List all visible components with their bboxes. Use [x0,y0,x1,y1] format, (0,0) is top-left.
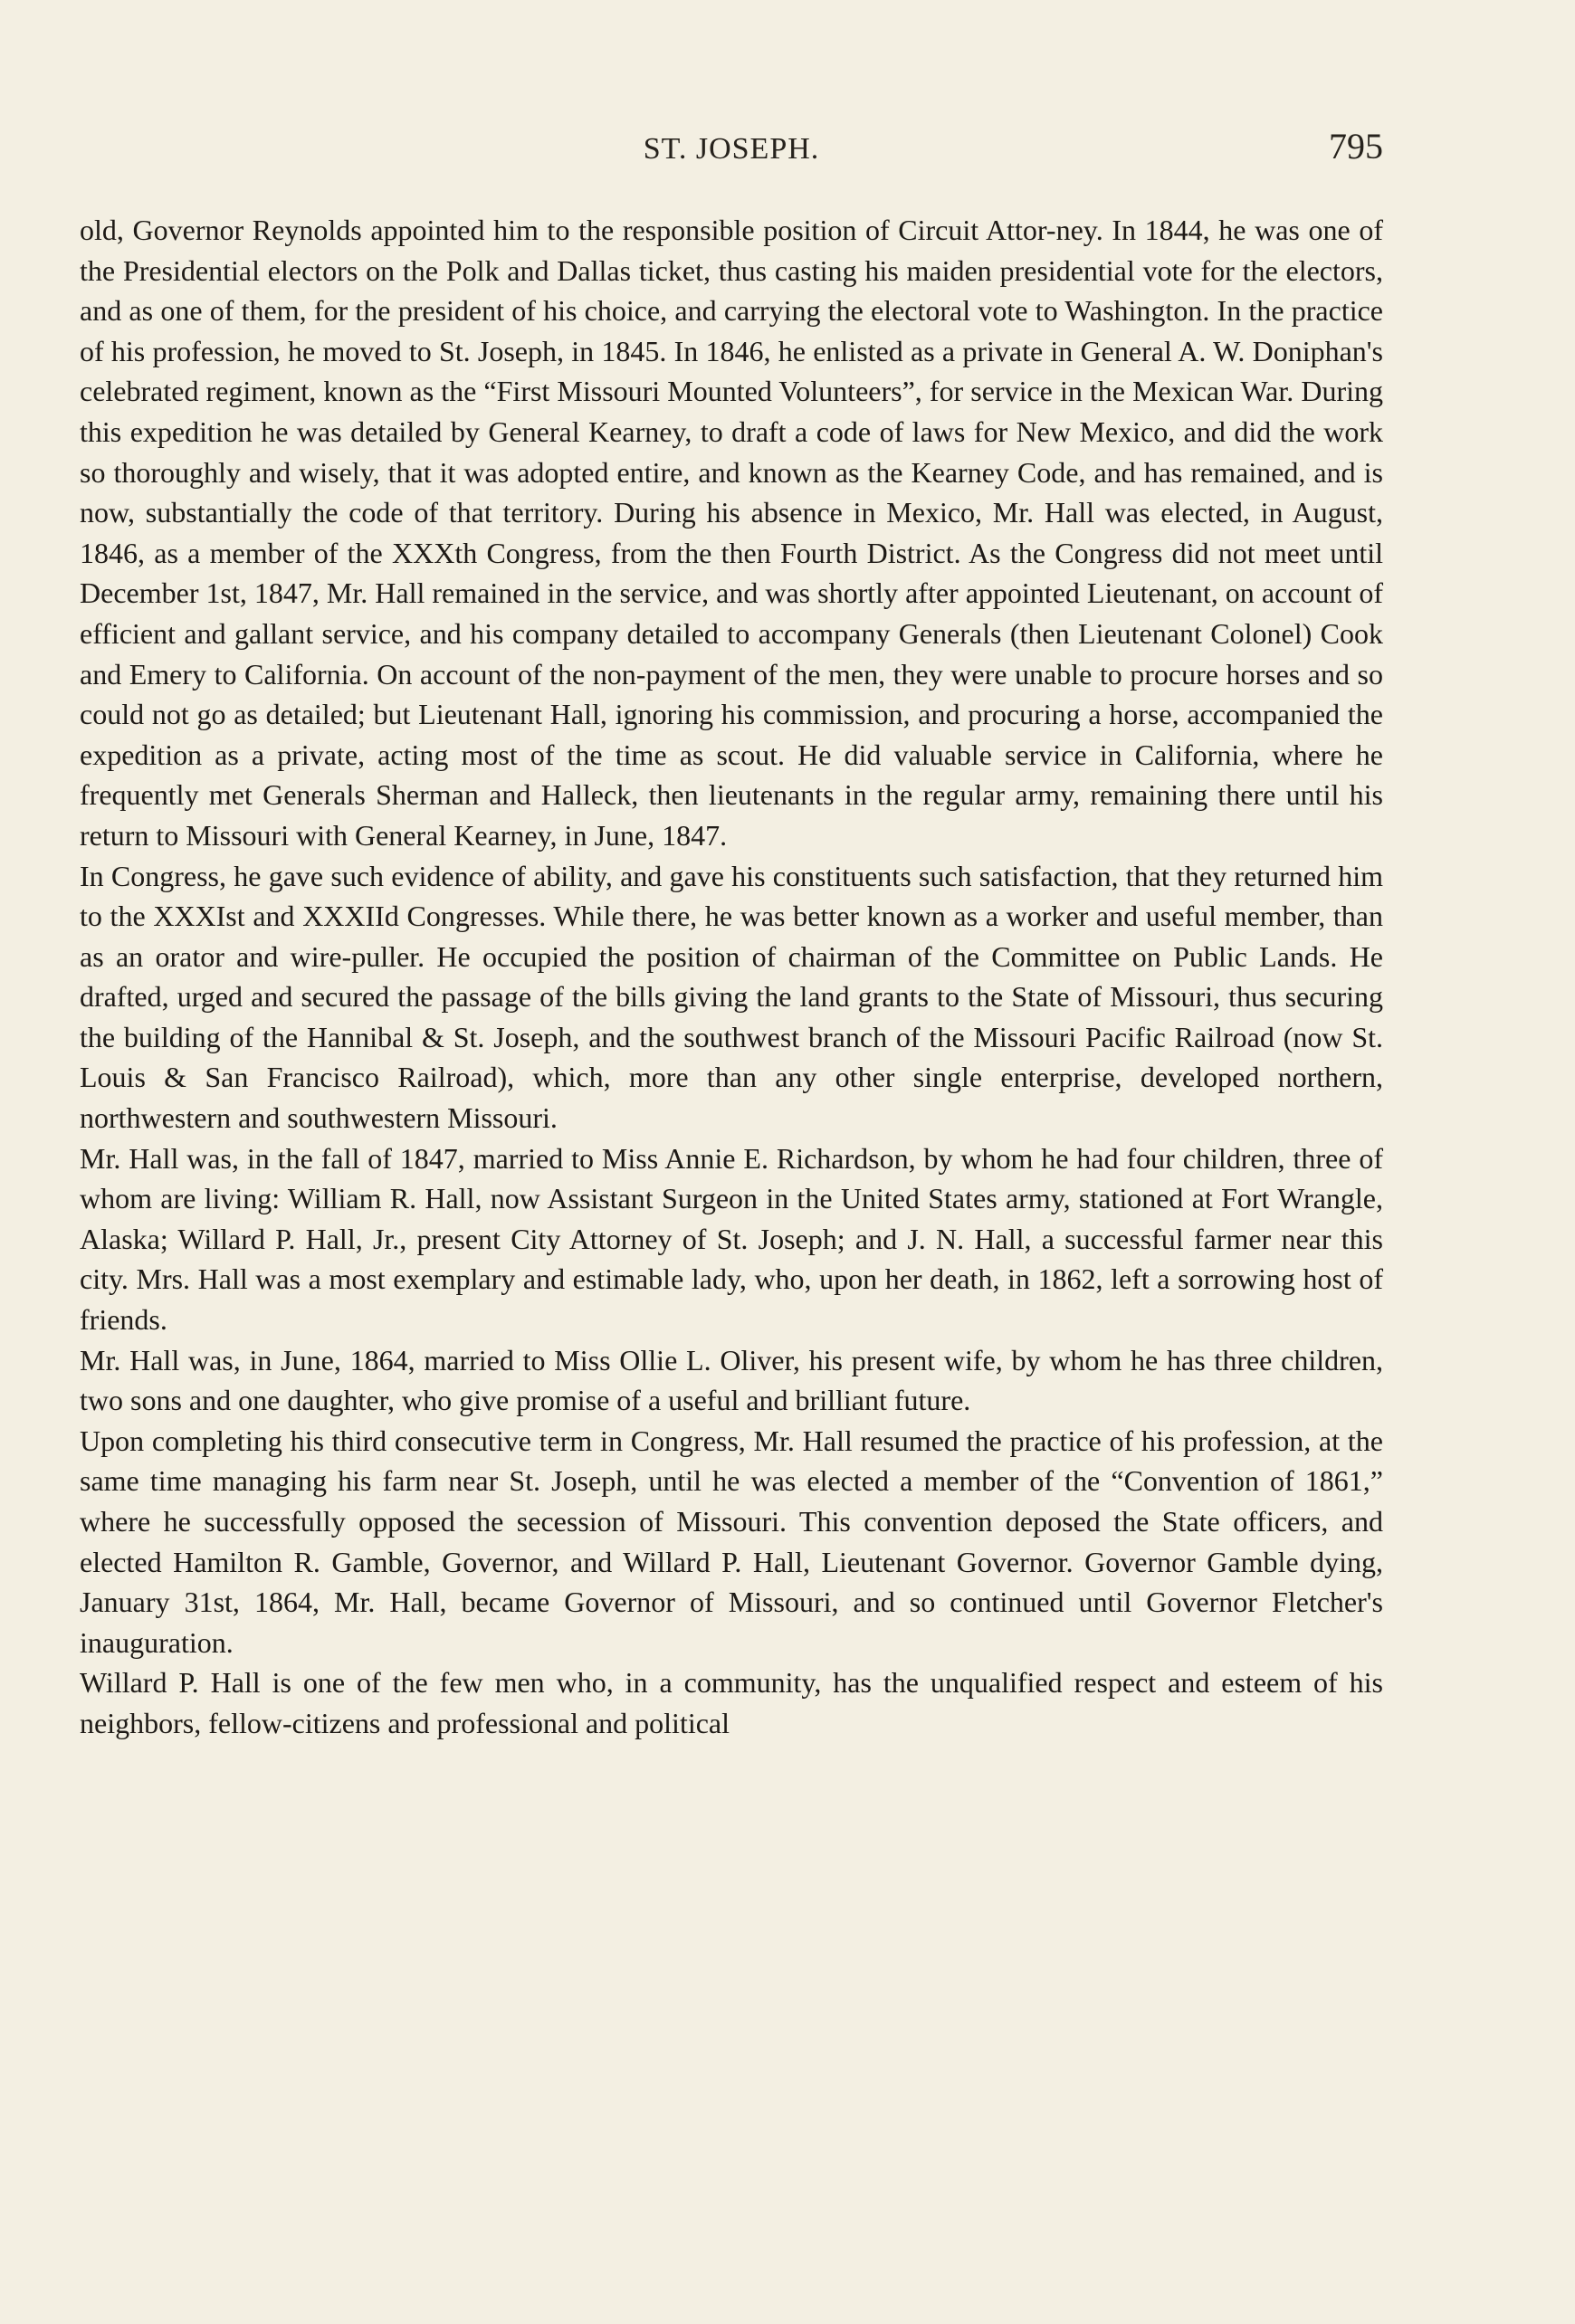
paragraph-congress: In Congress, he gave such evidence of ability, and gave his constituents such satisfaction, that they returned him to the XXXIst and XXXIId Congresses. While there, he was better known as a worker and useful member, than as an orator and wire-puller. He occupied the position of chairman of the Committee on Public Lands. He drafted, urged and secured the passage of the bills giving the land grants to the State of Missouri, thus securing the building of the Hannibal & St. Joseph, and the southwest branch of the Missouri Pacific Railroad (now St. Louis & San Francisco Railroad), which, more than any other single enterprise, developed northern, northwestern and southwestern Missouri. [80,859,1383,1135]
running-title: ST. JOSEPH. [643,132,820,166]
page-number: 795 [1329,126,1383,167]
paragraph-governorship: Upon completing his third consecutive term in Congress, Mr. Hall resumed the practice of his profession, at the same time managing his farm near St. Joseph, until he was elected a member of the “Convention of 1861,” where he successfully opposed the secession of Missouri. This convention deposed the State officers, and elected Hamilton R. Gamble, Governor, and Willard P. Hall, Lieutenant Governor. Governor Gamble dying, January 31st, 1864, Mr. Hall, became Governor of Missouri, and so continued until Governor Fletcher's inauguration. [80,1424,1383,1659]
paragraph-second-marriage: Mr. Hall was, in June, 1864, married to Miss Ollie L. Oliver, his present wife, by whom he has three children, two sons and one daughter, who give promise of a useful and brilliant future. [80,1343,1383,1417]
paragraph-first-marriage: Mr. Hall was, in the fall of 1847, married to Miss Annie E. Richardson, by whom he had four children, three of whom are living: William R. Hall, now Assistant Surgeon in the United States army, stationed at Fort Wrangle, Alaska; Willard P. Hall, Jr., present City Attorney of St. Joseph; and J. N. Hall, a successful farmer near this city. Mrs. Hall was a most exemplary and estimable lady, who, upon her death, in 1862, left a sorrowing host of friends. [80,1141,1383,1337]
paragraph-character: Willard P. Hall is one of the few men who, in a community, has the unqualified respect and esteem of his neighbors, fellow-citizens and professional and political [80,1666,1383,1739]
running-head [80,125,1383,179]
paragraph-appointment-and-war: old, Governor Reynolds appointed him to the responsible position of Circuit Attor-ney. In 1844, he was one of the Presidential electors on the Polk and Dallas ticket, thus casting his maiden presidential vote for the electors, and as one of them, for the president of his choice, and carrying the electoral vote to Washington. In the practice of his profession, he moved to St. Joseph, in 1845. In 1846, he enlisted as a private in General A. W. Doniphan's celebrated regiment, known as the “First Missouri Mounted Volunteers”, for service in the Mexican War. During this expedition he was detailed by General Kearney, to draft a code of laws for New Mexico, and did the work so thoroughly and wisely, that it was adopted entire, and known as the Kearney Code, and has remained, and is now, substantially the code of that territory. During his absence in Mexico, Mr. Hall was elected, in August, 1846, as a member of the XXXth Congress, from the then Fourth District. As the Congress did not meet until December 1st, 1847, Mr. Hall remained in the service, and was shortly after appointed Lieutenant, on account of efficient and gallant service, and his company detailed to accompany Generals (then Lieutenant Colonel) Cook and Emery to California. On account of the non-payment of the men, they were unable to procure horses and so could not go as detailed; but Lieutenant Hall, ignoring his commission, and procuring a horse, accompanied the expedition as a private, acting most of the time as scout. He did valuable service in California, where he frequently met Generals Sherman and Halleck, then lieutenants in the regular army, remaining there until his return to Missouri with General Kearney, in June, 1847. [80,214,1383,852]
body-text [80,210,1383,1744]
